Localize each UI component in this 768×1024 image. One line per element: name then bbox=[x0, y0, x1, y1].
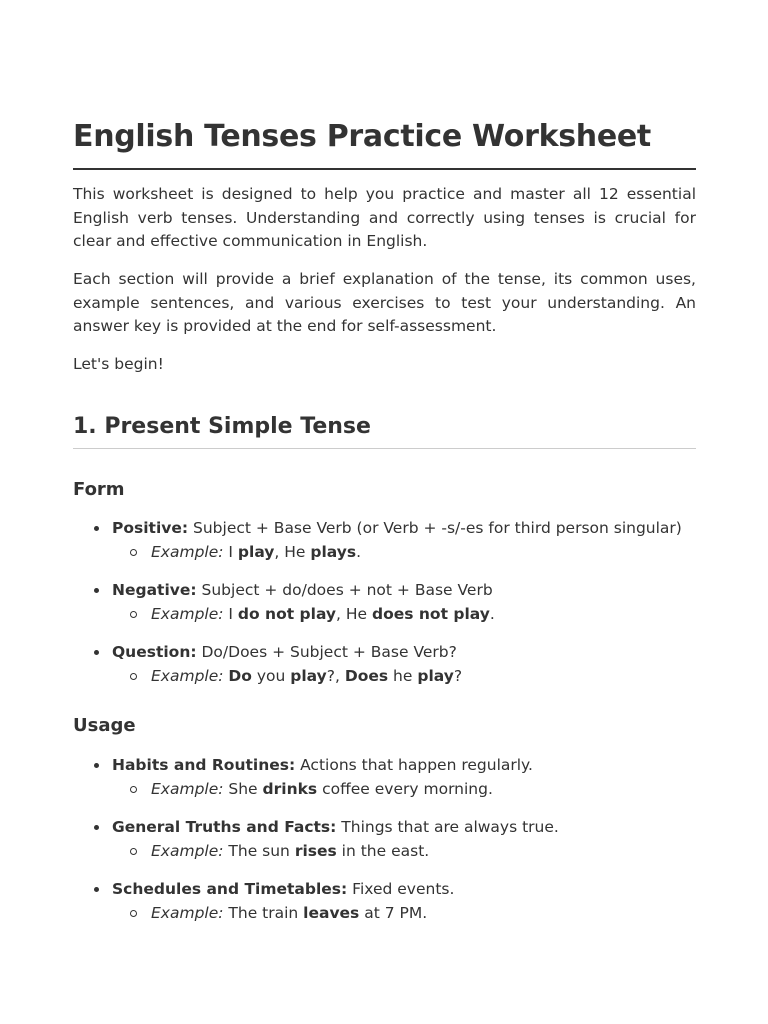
example-verb: play bbox=[417, 667, 454, 685]
example-text: ? bbox=[453, 667, 463, 685]
example-verb: do not play bbox=[237, 605, 337, 623]
example-text: at 7 PM. bbox=[359, 904, 428, 922]
list-item bbox=[73, 578, 696, 626]
form-list bbox=[73, 516, 696, 702]
example-label: Example: bbox=[151, 667, 224, 685]
intro-paragraph: This worksheet is designed to help you practice and master all 12 essential English verb tenses. Understanding and correctly using tenses is crucial for clear and effective communication in English. bbox=[73, 185, 696, 250]
example-item bbox=[73, 901, 696, 925]
example-text: in the east. bbox=[336, 842, 430, 860]
item-label: Habits and Routines: bbox=[112, 756, 296, 774]
list-item bbox=[73, 815, 696, 863]
item-label: Positive: bbox=[112, 519, 189, 537]
form-heading: Form bbox=[73, 479, 125, 500]
example-item bbox=[73, 602, 696, 626]
example-item bbox=[73, 540, 696, 564]
example-verb: Do bbox=[228, 667, 252, 685]
example-verb: rises bbox=[294, 842, 337, 860]
example-text: The train bbox=[223, 904, 304, 922]
example-text: ?, bbox=[326, 667, 345, 685]
intro-paragraph: Let's begin! bbox=[73, 355, 164, 373]
example-text: I bbox=[223, 543, 238, 561]
example-verb: play bbox=[290, 667, 327, 685]
example-text: . bbox=[356, 543, 362, 561]
item-label: General Truths and Facts: bbox=[112, 818, 337, 836]
example-verb: Does bbox=[344, 667, 389, 685]
example-text: , He bbox=[274, 543, 311, 561]
example-verb: does not play bbox=[372, 605, 490, 623]
usage-list bbox=[73, 753, 696, 939]
list-item bbox=[73, 640, 696, 688]
example-text: She bbox=[223, 780, 263, 798]
intro-paragraph: Each section will provide a brief explanation of the tense, its common uses, example sentences, and various exercises to test your understanding. An answer key is provided at the end for self-assessment. bbox=[73, 270, 696, 335]
example-label: Example: bbox=[151, 780, 224, 798]
item-label: Question: bbox=[112, 643, 197, 661]
example-text: coffee every morning. bbox=[317, 780, 493, 798]
example-text: , He bbox=[336, 605, 373, 623]
example-text: you bbox=[251, 667, 291, 685]
item-label: Negative: bbox=[112, 581, 197, 599]
example-item bbox=[73, 777, 696, 801]
list-item bbox=[73, 516, 696, 564]
example-text: I bbox=[223, 605, 238, 623]
example-verb: play bbox=[237, 543, 275, 561]
example-label: Example: bbox=[151, 842, 224, 860]
item-text: Subject + Base Verb (or Verb + -s/-es for third person singular) bbox=[188, 519, 682, 537]
example-verb: leaves bbox=[303, 904, 360, 922]
item-text: Subject + do/does + not + Base Verb bbox=[196, 581, 493, 599]
example-label: Example: bbox=[151, 904, 224, 922]
list-item bbox=[73, 877, 696, 925]
page-title: English Tenses Practice Worksheet bbox=[73, 116, 696, 170]
example-text: The sun bbox=[223, 842, 295, 860]
item-label: Schedules and Timetables: bbox=[112, 880, 348, 898]
example-verb: plays bbox=[310, 543, 357, 561]
item-text: Do/Does + Subject + Base Verb? bbox=[196, 643, 457, 661]
example-label: Example: bbox=[151, 605, 224, 623]
list-item bbox=[73, 753, 696, 801]
example-text: . bbox=[489, 605, 495, 623]
example-verb: drinks bbox=[262, 780, 318, 798]
section-heading: 1. Present Simple Tense bbox=[73, 412, 696, 449]
example-item bbox=[73, 839, 696, 863]
item-text: Things that are always true. bbox=[336, 818, 559, 836]
usage-heading: Usage bbox=[73, 715, 136, 736]
item-text: Actions that happen regularly. bbox=[295, 756, 533, 774]
example-text: he bbox=[388, 667, 418, 685]
item-text: Fixed events. bbox=[347, 880, 455, 898]
example-item bbox=[73, 664, 696, 688]
example-label: Example: bbox=[151, 543, 224, 561]
